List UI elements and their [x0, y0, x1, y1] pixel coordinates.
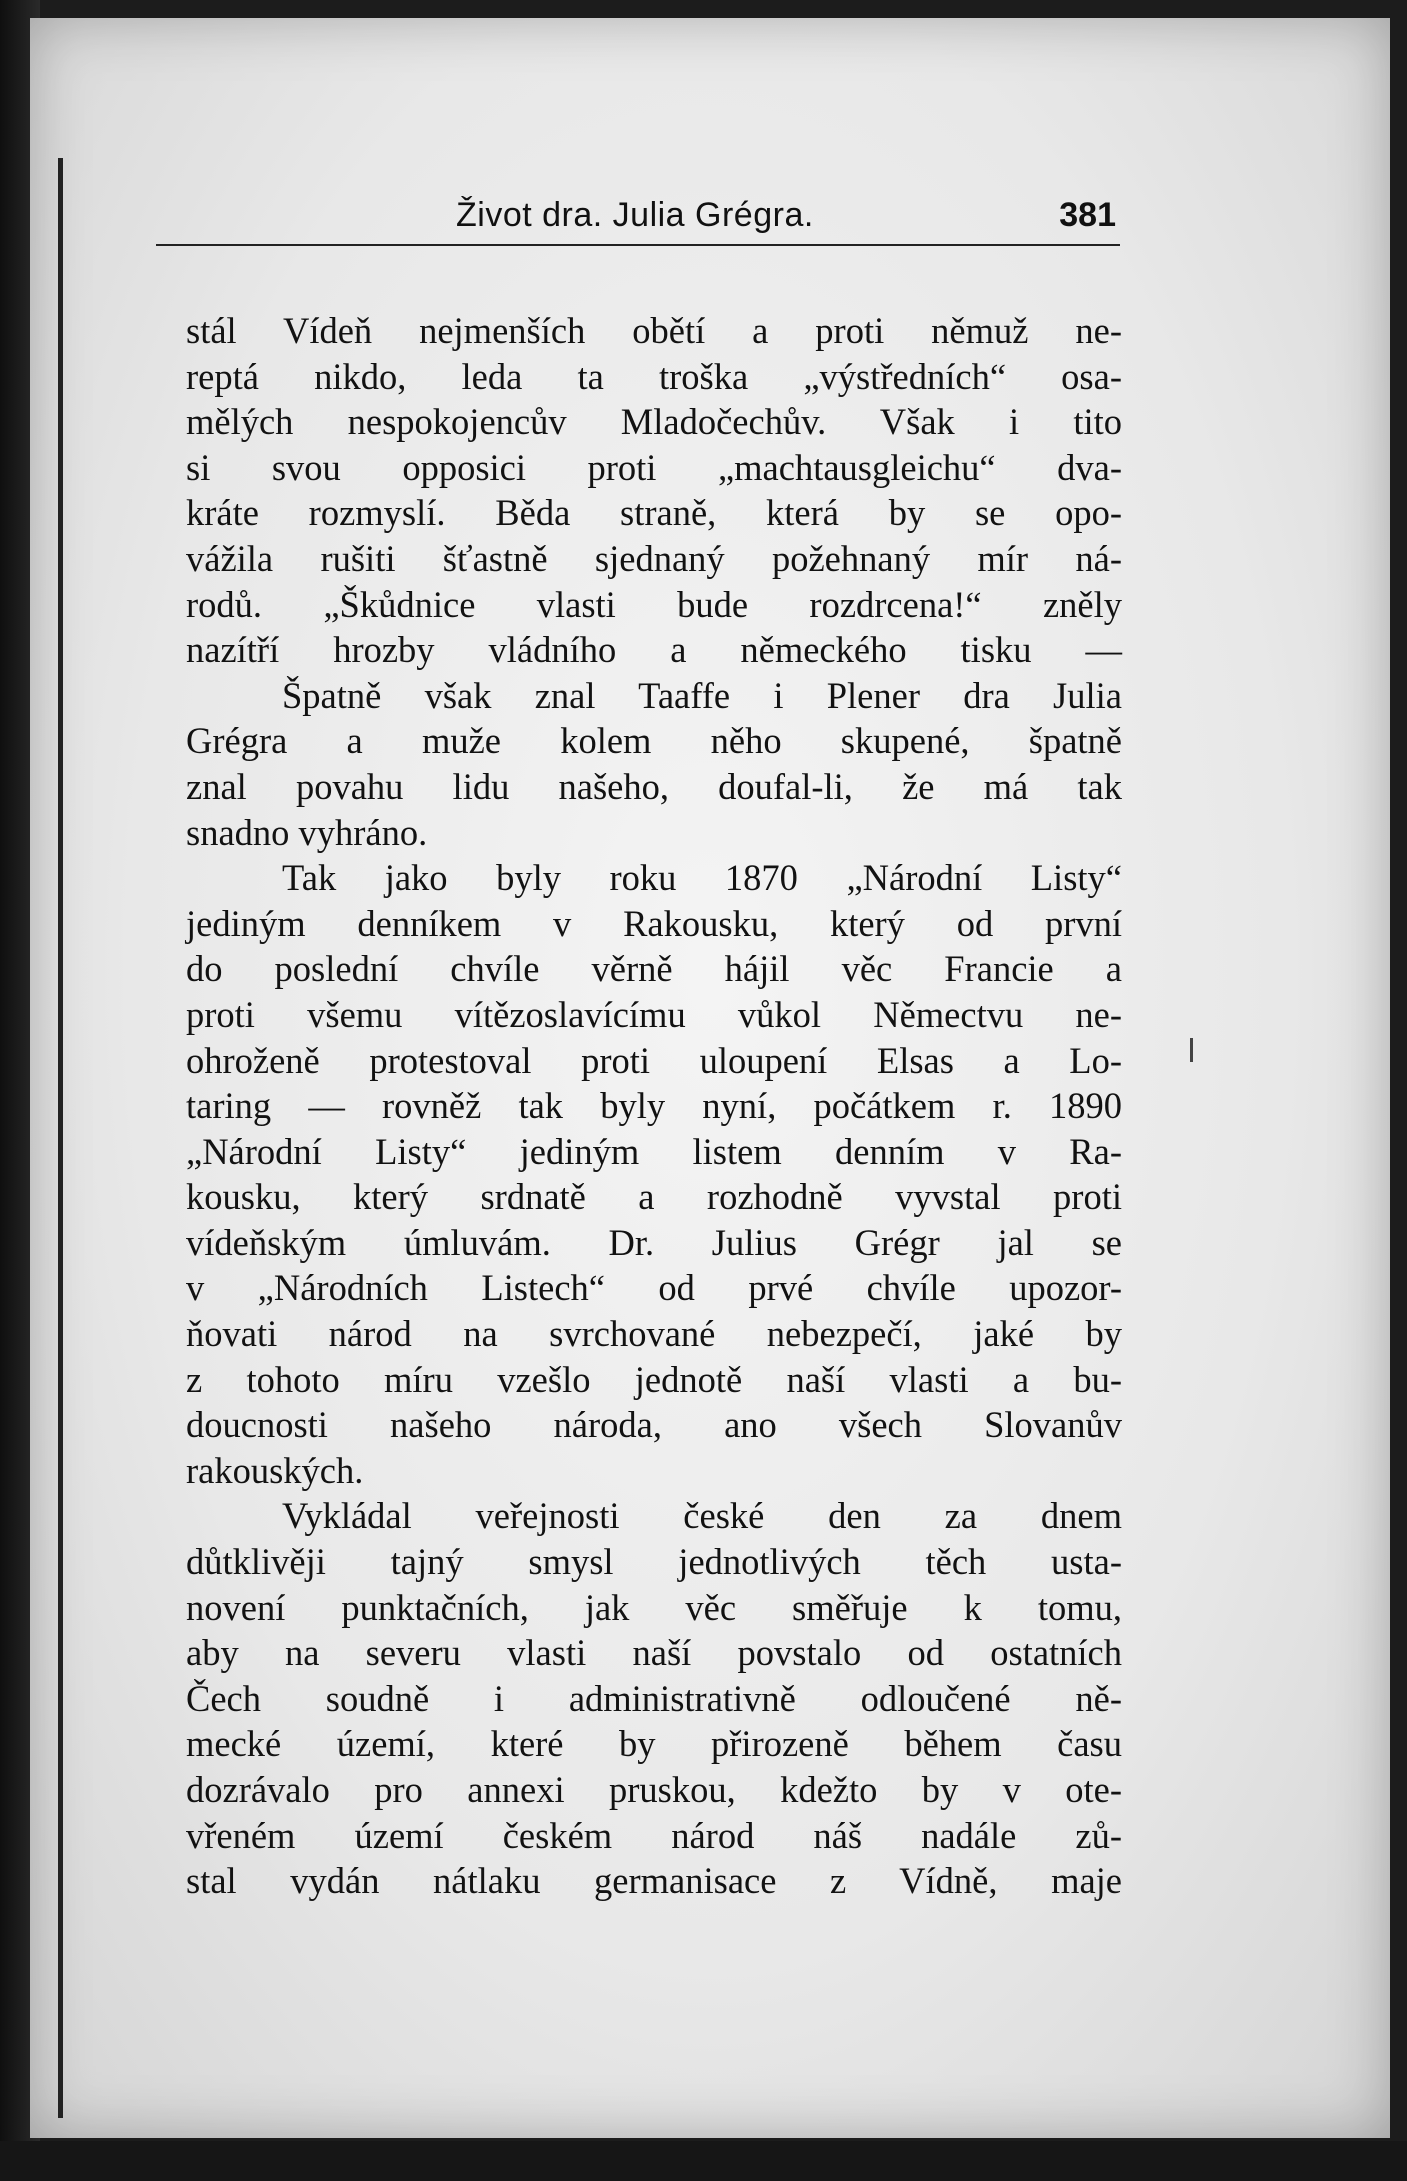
text-line: si svou opposici proti „machtausgleichu“ dva-	[186, 446, 1122, 488]
text-line: mecké území, které by přirozeně během času	[186, 1723, 1122, 1765]
text-line: kráte rozmyslí. Běda straně, která by se opo-	[186, 492, 1122, 534]
text-line: aby na severu vlasti naší povstalo od ostatních	[186, 1632, 1122, 1674]
text-line: Čech soudně i administrativně odloučené ně-	[186, 1677, 1122, 1719]
text-line: do poslední chvíle věrně hájil věc Francie a	[186, 948, 1122, 990]
text-line: vřeném území českém národ náš nadále zů-	[186, 1814, 1122, 1856]
text-line: vážila rušiti šťastně sjednaný požehnaný mír ná-	[186, 537, 1122, 579]
running-title: Život dra. Julia Grégra.	[456, 196, 814, 234]
text-line: Tak jako byly roku 1870 „Národní Listy“	[282, 857, 1122, 899]
margin-mark	[1190, 1038, 1193, 1062]
text-line: nazítří hrozby vládního a německého tisku —	[186, 629, 1122, 671]
text-line: Špatně však znal Taaffe i Plener dra Julia	[282, 674, 1122, 716]
text-line: Vykládal veřejnosti české den za dnem	[282, 1495, 1122, 1537]
text-line: důtklivěji tajný smysl jednotlivých těch usta-	[186, 1541, 1122, 1583]
text-line: znal povahu lidu našeho, doufal-li, že má tak	[186, 765, 1122, 807]
text-line: v „Národních Listech“ od prvé chvíle upozor-	[186, 1267, 1122, 1309]
body-text	[186, 308, 1122, 1904]
page-spine-shadow	[58, 158, 63, 2118]
text-line: vídeňským úmluvám. Dr. Julius Grégr jal se	[186, 1221, 1122, 1263]
text-line: doucnosti našeho národa, ano všech Slovanův	[186, 1404, 1122, 1446]
text-line: novení punktačních, jak věc směřuje k tomu,	[186, 1586, 1122, 1628]
text-line: mělých nespokojencův Mladočechův. Však i tito	[186, 401, 1122, 443]
header-rule	[156, 244, 1120, 246]
text-line: stal vydán nátlaku germanisace z Vídně, maje	[186, 1860, 1122, 1902]
text-line: dozrávalo pro annexi pruskou, kdežto by v ote-	[186, 1769, 1122, 1810]
page-number: 381	[1059, 196, 1116, 234]
text-line: rakouských.	[186, 1449, 364, 1491]
text-line: rodů. „Škůdnice vlasti bude rozdrcena!“ zněly	[186, 583, 1122, 625]
text-line: Grégra a muže kolem něho skupené, špatně	[186, 720, 1122, 762]
text-line: snadno vyhráno.	[186, 811, 428, 853]
running-header	[156, 196, 1120, 248]
scan-border-bottom	[0, 2141, 1407, 2181]
text-line: z tohoto míru vzešlo jednotě naší vlasti a bu-	[186, 1358, 1122, 1400]
text-line: ňovati národ na svrchované nebezpečí, jaké by	[186, 1313, 1122, 1355]
text-line: proti všemu vítězoslavícímu vůkol Němectvu ne-	[186, 993, 1122, 1035]
text-line: „Národní Listy“ jediným listem denním v Ra-	[186, 1130, 1122, 1172]
text-line: reptá nikdo, leda ta troška „výstředních“ osa-	[186, 355, 1122, 397]
text-line: ohroženě protestoval proti uloupení Elsas a Lo-	[186, 1039, 1122, 1081]
text-line: jediným denníkem v Rakousku, který od první	[186, 902, 1122, 944]
text-line: kousku, který srdnatě a rozhodně vyvstal proti	[186, 1176, 1122, 1218]
text-line: taring — rovněž tak byly nyní, počátkem r. 1890	[186, 1085, 1122, 1127]
text-line: stál Vídeň nejmenších obětí a proti němuž ne-	[186, 310, 1122, 351]
